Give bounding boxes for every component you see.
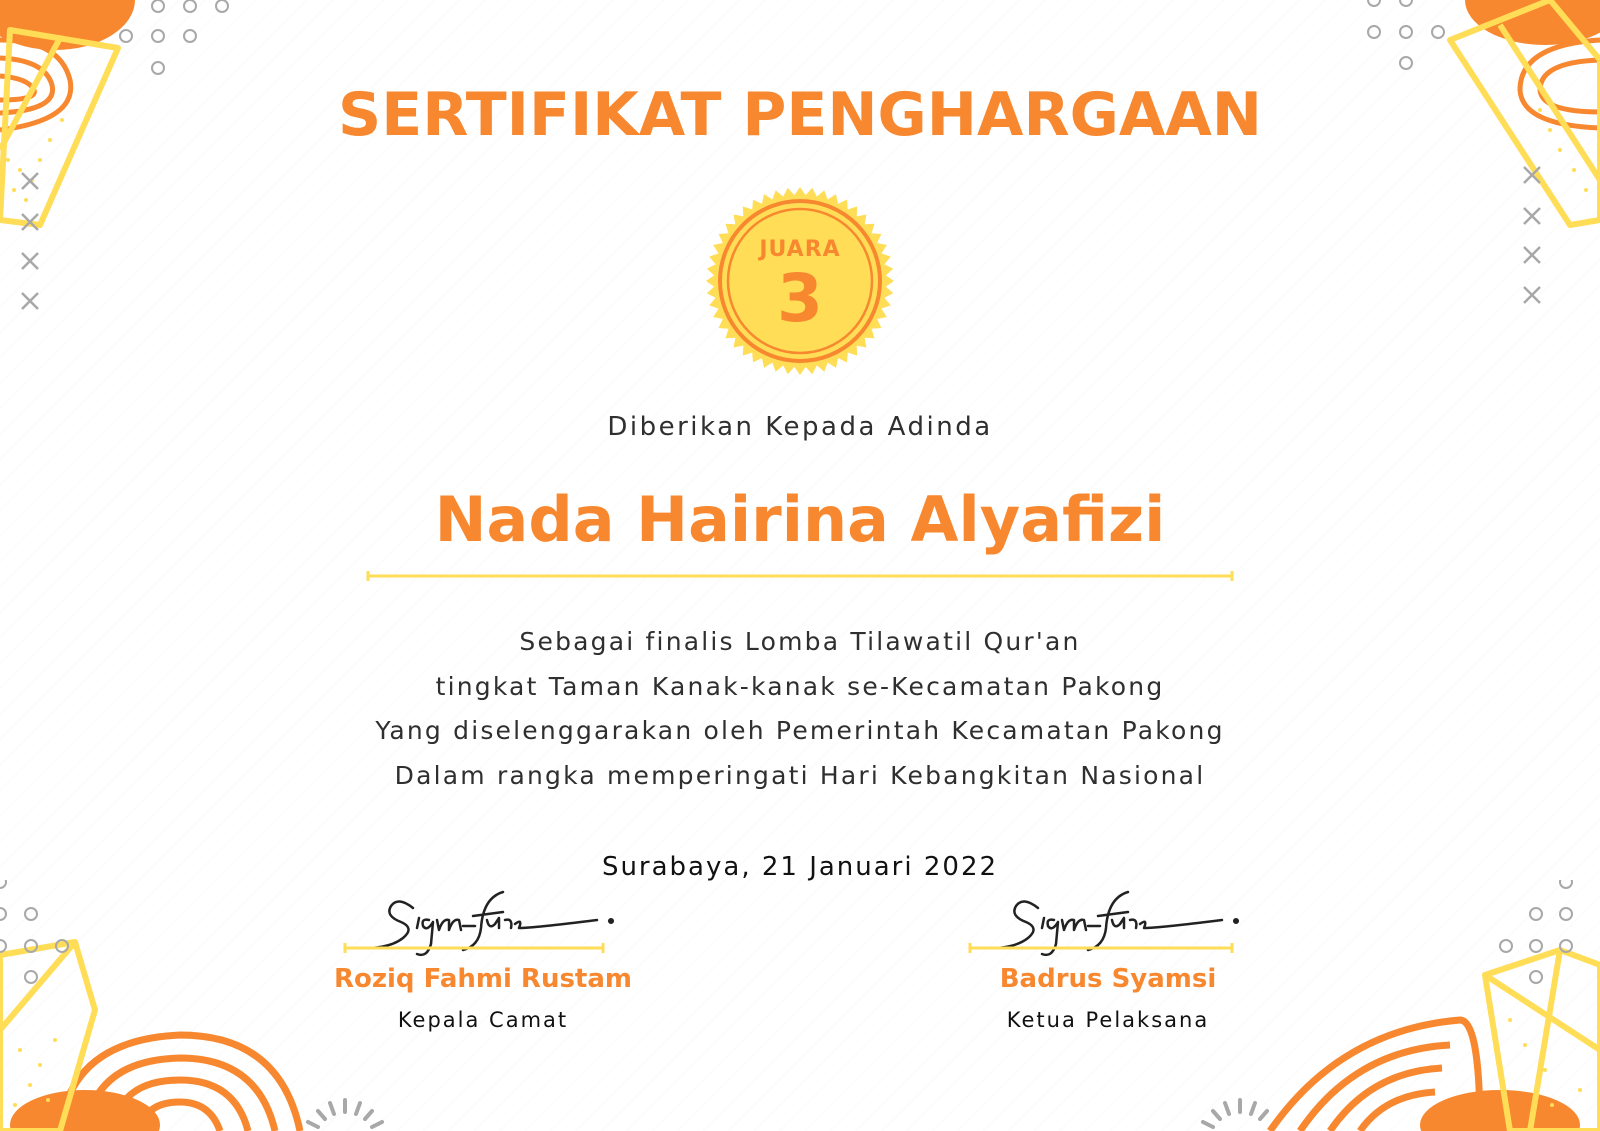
- description-line: Sebagai finalis Lomba Tilawatil Qur'an: [519, 627, 1081, 656]
- description: [0, 620, 1600, 798]
- signatory-block: [948, 888, 1268, 1038]
- signatory-name: Badrus Syamsi: [999, 964, 1217, 994]
- signatory-role: Ketua Pelaksana: [1006, 1008, 1210, 1032]
- medal-label: JUARA: [759, 237, 841, 262]
- signatory-block: [323, 888, 643, 1038]
- medal-badge: [705, 186, 895, 376]
- signature-image: [968, 888, 1258, 968]
- given-to-label: Diberikan Kepada Adinda: [607, 412, 993, 442]
- decor-top-left: [0, 0, 240, 320]
- signature-image: [343, 888, 633, 968]
- signatory-name: Roziq Fahmi Rustam: [333, 964, 632, 994]
- recipient-name: Nada Hairina Alyafizi: [434, 483, 1166, 556]
- description-line: tingkat Taman Kanak-kanak se-Kecamatan Pakong: [435, 671, 1165, 701]
- certificate-title: SERTIFIKAT PENGHARGAAN: [338, 80, 1262, 150]
- description-line: Dalam rangka memperingati Hari Kebangkitan Nasional: [394, 760, 1206, 790]
- decor-top-right: [1360, 0, 1600, 320]
- place-date: Surabaya, 21 Januari 2022: [601, 852, 999, 882]
- name-underline: [366, 571, 1234, 581]
- signatory-role: Kepala Camat: [397, 1008, 569, 1032]
- description-line: Yang diselenggarakan oleh Pemerintah Kecamatan Pakong: [375, 716, 1225, 745]
- medal-rank: 3: [777, 260, 823, 337]
